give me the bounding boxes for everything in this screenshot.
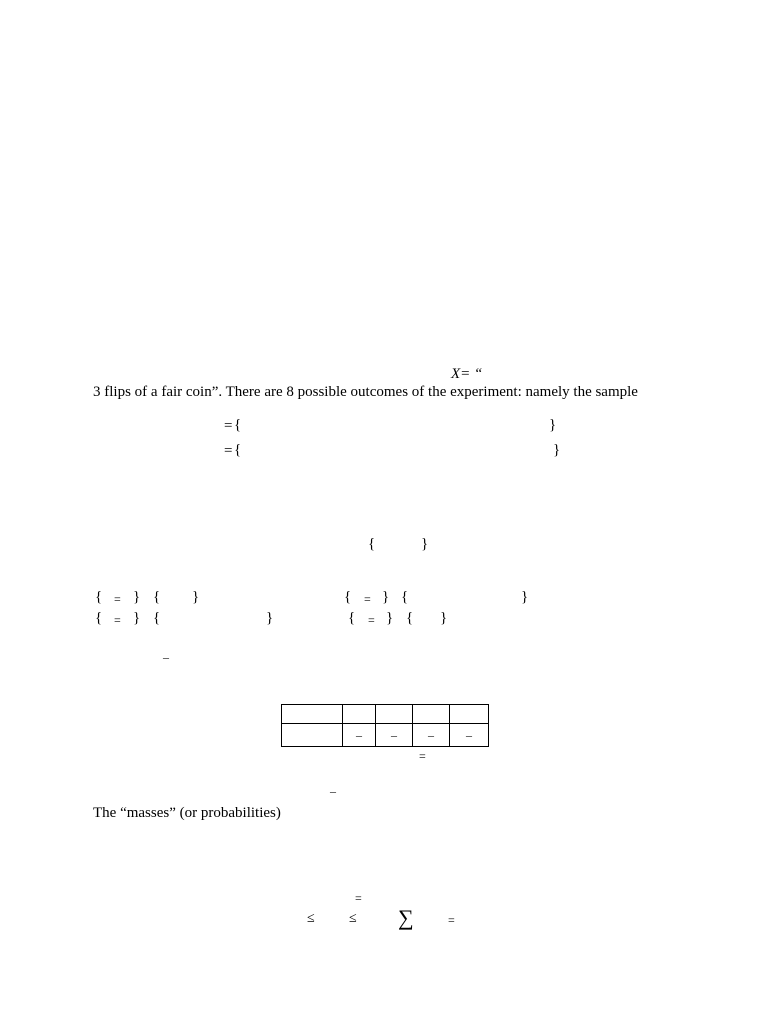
event-a-brace-1: { xyxy=(95,589,103,605)
event-d-brace-4: } xyxy=(440,610,448,626)
event-c-brace-3: { xyxy=(153,610,161,626)
sample-space-open-brace-2: { xyxy=(234,442,242,458)
event-b-brace-1: { xyxy=(344,589,352,605)
table-cell: – xyxy=(413,724,450,747)
event-c-brace-2: } xyxy=(133,610,141,626)
event-b-brace-4: } xyxy=(521,589,529,605)
summation-sign: ∑ xyxy=(398,905,414,930)
sample-space-open-brace-1: { xyxy=(234,417,242,433)
event-a-brace-2: } xyxy=(133,589,141,605)
intro-sentence: 3 flips of a fair coin”. There are 8 possible outcomes of the experiment: namely the sample xyxy=(93,384,638,400)
table-row xyxy=(282,705,489,724)
event-c-brace-4: } xyxy=(266,610,274,626)
table-cell: – xyxy=(376,724,413,747)
event-a-eq: = xyxy=(114,592,121,606)
sample-space-close-brace-2: } xyxy=(553,442,561,458)
event-b-brace-2: } xyxy=(382,589,390,605)
sample-space-close-brace-1: } xyxy=(549,417,557,433)
sample-space-eq-2: = xyxy=(224,443,233,459)
bottom-eq-1: = xyxy=(355,891,362,905)
table-cell: – xyxy=(450,724,489,747)
event-close-brace: } xyxy=(421,536,429,552)
table-cell xyxy=(282,724,343,747)
event-d-brace-2: } xyxy=(386,610,394,626)
table-cell: – xyxy=(343,724,376,747)
event-b-eq: = xyxy=(364,592,371,606)
event-d-brace-1: { xyxy=(348,610,356,626)
table-row xyxy=(282,724,489,747)
table-cell xyxy=(450,705,489,724)
random-variable-definition: X= “ xyxy=(451,366,483,382)
sample-space-eq-1: = xyxy=(224,418,233,434)
event-open-brace: { xyxy=(368,536,376,552)
event-a-brace-4: } xyxy=(192,589,200,605)
bottom-eq-2: = xyxy=(448,913,455,927)
masses-sentence: The “masses” (or probabilities) xyxy=(93,805,281,821)
event-a-brace-3: { xyxy=(153,589,161,605)
event-b-brace-3: { xyxy=(401,589,409,605)
event-c-brace-1: { xyxy=(95,610,103,626)
event-d-eq: = xyxy=(368,613,375,627)
fraction-bar-1: – xyxy=(163,650,169,664)
event-c-eq: = xyxy=(114,613,121,627)
event-d-brace-3: { xyxy=(406,610,414,626)
table-cell xyxy=(376,705,413,724)
table-cell xyxy=(282,705,343,724)
table-sum-eq: = xyxy=(419,749,426,763)
pmf-table xyxy=(281,704,489,747)
table-cell xyxy=(413,705,450,724)
leq-sign-1: ≤ xyxy=(307,911,315,926)
fraction-bar-2: – xyxy=(330,784,336,798)
table-cell xyxy=(343,705,376,724)
leq-sign-2: ≤ xyxy=(349,911,357,926)
